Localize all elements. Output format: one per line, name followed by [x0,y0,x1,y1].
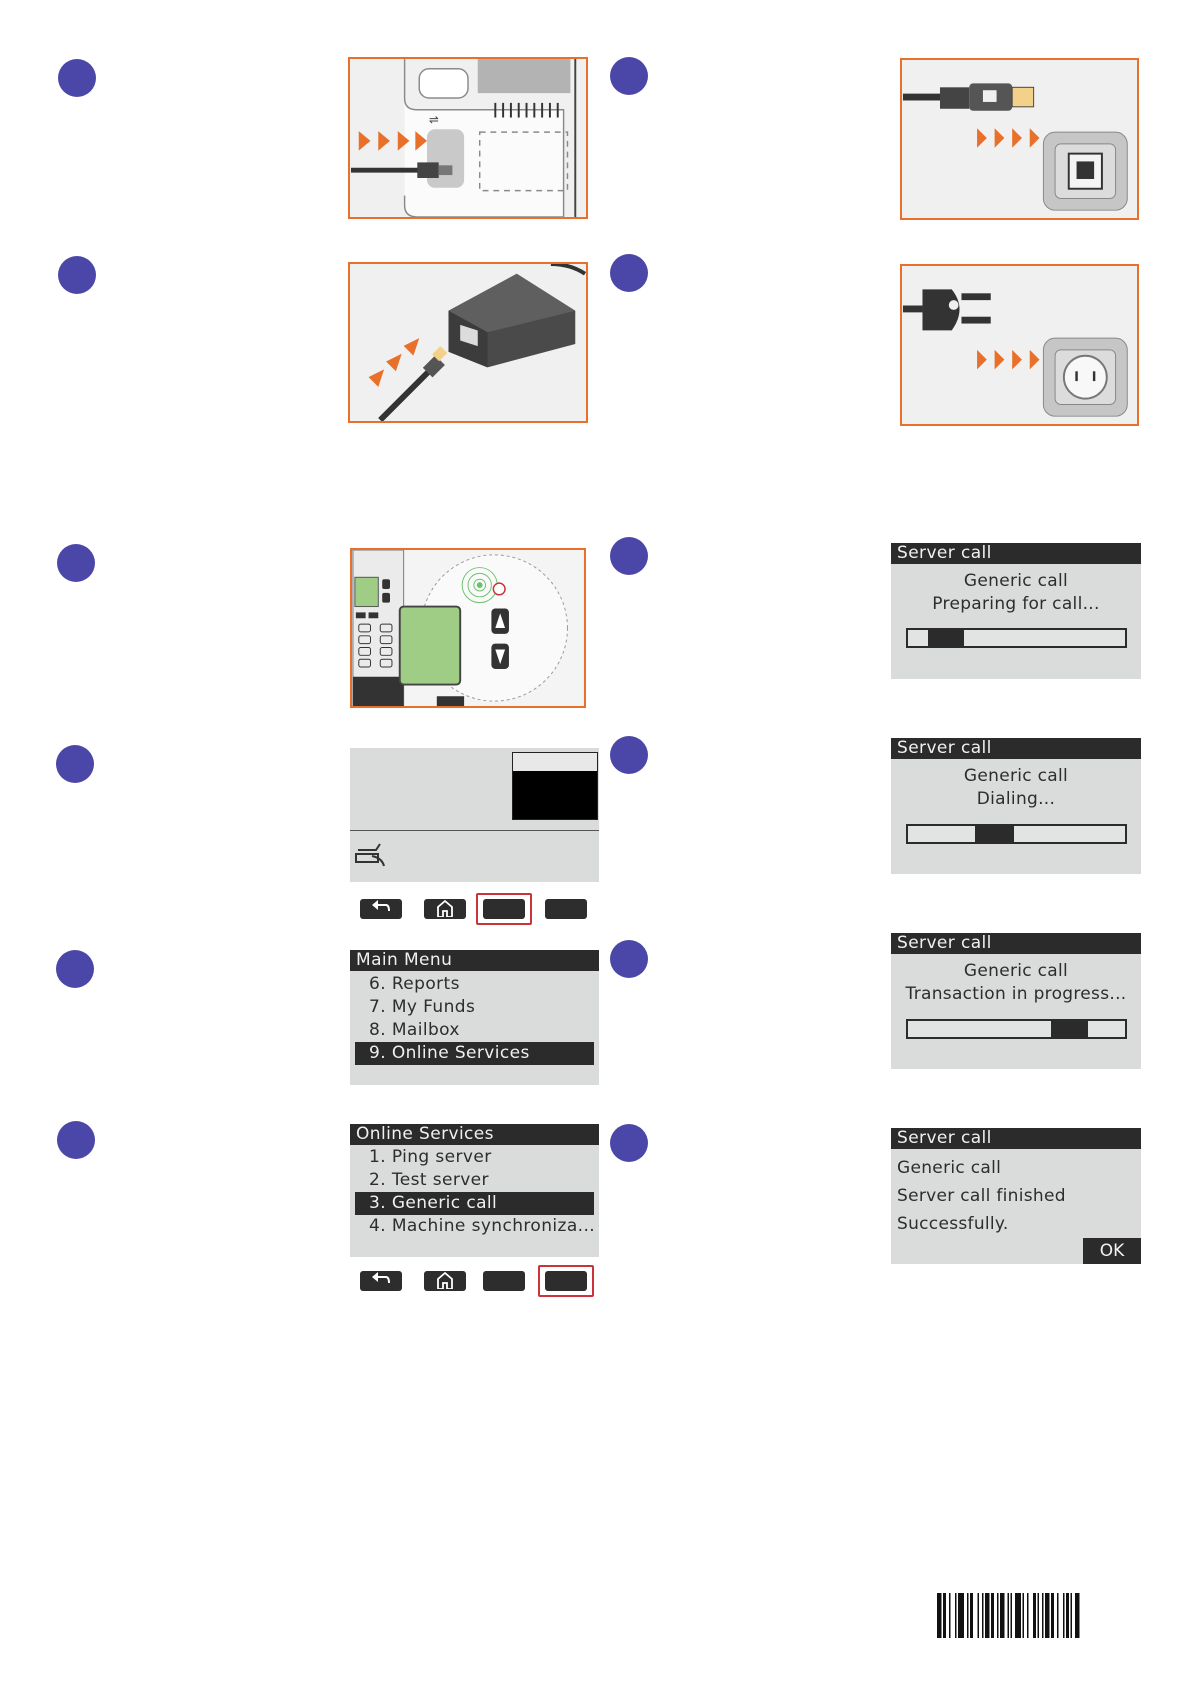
step-marker-9 [610,537,648,575]
softkey-bar-b [350,1265,599,1299]
step-marker-5 [56,950,94,988]
usb-cable-icon [350,59,586,217]
online-services-item-selected[interactable]: 3. Generic call [355,1192,594,1215]
barcode [937,1593,1143,1638]
online-services-item[interactable]: 1. Ping server [369,1147,492,1167]
barcode-bar [1051,1593,1054,1638]
server-call-line-1: Generic call [963,961,1069,981]
barcode-bar [967,1593,969,1638]
barcode-bar [970,1593,973,1638]
server-call-line-1: Generic call [963,571,1069,591]
modem-cable-illustration [348,262,588,423]
online-services-item[interactable]: 4. Machine synchroniza... [369,1216,596,1236]
step-marker-10 [610,736,648,774]
step-marker-1 [58,59,96,97]
display-divider [350,830,599,831]
modem-adapter-icon [350,264,586,421]
step-marker-4 [56,745,94,783]
barcode-bar [937,1593,942,1638]
progress-fill [928,630,965,646]
barcode-bar [955,1593,957,1638]
softkey-3[interactable] [483,1271,525,1291]
barcode-bar [1042,1593,1044,1638]
main-menu-display [350,950,599,1085]
barcode-bar [991,1593,994,1638]
server-call-progress-bar [906,628,1127,648]
barcode-bar [1027,1593,1029,1638]
main-menu-title: Main Menu [350,950,599,971]
barcode-bar [997,1593,999,1638]
barcode-bar [1038,1593,1040,1638]
step-marker-2 [58,256,96,294]
server-call-title: Server call [891,738,1141,759]
barcode-bar [1066,1593,1069,1638]
server-call-line-2: Dialing... [976,789,1056,809]
barcode-bar [982,1593,984,1638]
server-call-title: Server call [891,1128,1141,1149]
main-menu-item[interactable]: 8. Mailbox [369,1020,460,1040]
barcode-bar [949,1593,951,1638]
barcode-bar [1075,1593,1080,1638]
step-marker-12 [610,1124,648,1162]
barcode-bar [1015,1593,1021,1638]
server-call-line-3: Successfully. [897,1214,1009,1234]
server-call-finished-display [891,1128,1141,1264]
softkey-bar-a [350,893,599,927]
progress-fill [1051,1021,1088,1037]
server-call-line-2: Transaction in progress... [905,984,1127,1004]
server-call-line-1: Generic call [963,766,1069,786]
svg-text:⇌: ⇌ [428,112,439,127]
phone-socket-illustration [900,58,1139,220]
online-services-item[interactable]: 2. Test server [369,1170,489,1190]
main-menu-item-selected[interactable]: 9. Online Services [355,1042,594,1065]
display-image-area [512,752,598,820]
ok-button[interactable]: OK [1083,1238,1141,1264]
step-marker-8 [610,254,648,292]
step-marker-7 [610,57,648,95]
main-menu-item[interactable]: 6. Reports [369,974,460,994]
key-highlight-a [476,893,532,925]
server-call-title: Server call [891,933,1141,954]
home-screen-display [350,748,599,882]
usb-cable-illustration [348,57,588,219]
barcode-bar [943,1593,946,1638]
barcode-bar [1000,1593,1005,1638]
server-call-line-2: Preparing for call... [932,594,1100,614]
power-button-illustration [350,548,586,708]
power-plug-icon [902,266,1137,424]
barcode-bar [985,1593,990,1638]
barcode-bar [1071,1593,1073,1638]
server-call-line-2: Server call finished [897,1186,1066,1206]
barcode-bar [1063,1593,1065,1638]
server-call-progress-bar [906,1019,1127,1039]
step-marker-6 [57,1121,95,1159]
online-services-title: Online Services [350,1124,599,1145]
barcode-bar [1008,1593,1010,1638]
step-marker-3 [57,544,95,582]
home-key[interactable] [424,1271,466,1291]
barcode-bar [1023,1593,1025,1638]
server-call-line-1: Generic call [897,1158,1002,1178]
barcode-bar [1045,1593,1050,1638]
home-icon [434,899,456,917]
back-icon [370,1271,392,1289]
back-icon [370,899,392,917]
franking-machine-power-button-icon [352,550,584,706]
barcode-bar [958,1593,964,1638]
online-services-display [350,1124,599,1257]
server-call-transaction-display [891,933,1141,1069]
home-key[interactable] [424,899,466,919]
server-call-preparing-display [891,543,1141,679]
step-marker-11 [610,940,648,978]
back-key[interactable] [360,1271,402,1291]
softkey-4[interactable] [545,899,587,919]
back-key[interactable] [360,899,402,919]
barcode-bar [1033,1593,1036,1638]
server-call-title: Server call [891,543,1141,564]
power-outlet-illustration [900,264,1139,426]
key-highlight-b [538,1265,594,1297]
phone-wall-socket-icon [902,60,1137,218]
server-call-progress-bar [906,824,1127,844]
barcode-bar [978,1593,980,1638]
server-call-dialing-display [891,738,1141,874]
machine-icon [354,840,388,868]
home-icon [434,1271,456,1289]
barcode-bar [1011,1593,1013,1638]
main-menu-item[interactable]: 7. My Funds [369,997,476,1017]
barcode-bar [1057,1593,1059,1638]
progress-fill [975,826,1014,842]
